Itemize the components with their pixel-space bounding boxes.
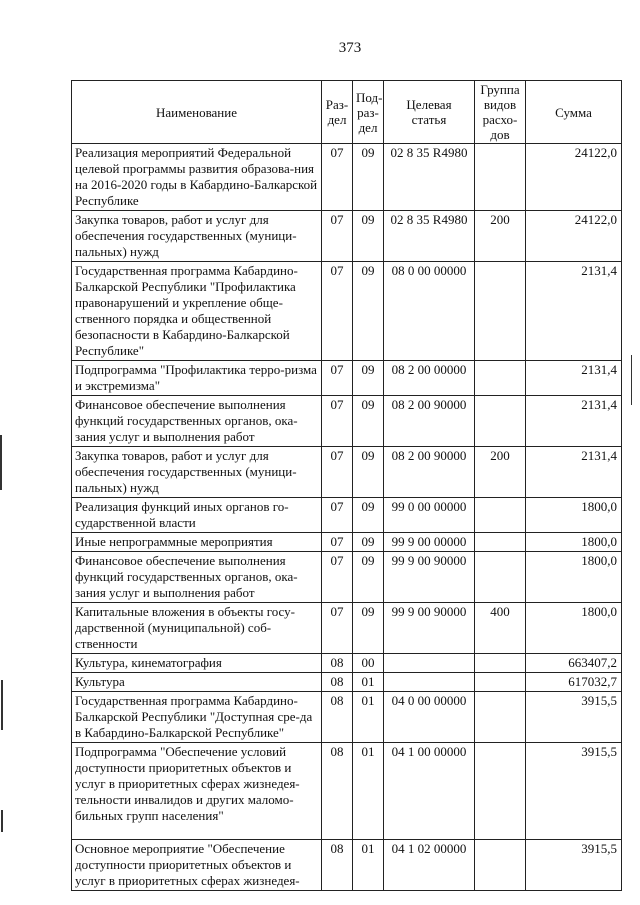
row-sum: 2131,4	[526, 447, 622, 498]
row-razdel: 07	[322, 552, 353, 603]
row-article: 99 9 00 90000	[384, 603, 475, 654]
row-name: Реализация функций иных органов го-сударственной власти	[72, 498, 322, 533]
row-razdel: 07	[322, 262, 353, 361]
row-group	[475, 692, 526, 743]
row-podrazdel: 09	[353, 262, 384, 361]
row-article: 08 2 00 90000	[384, 396, 475, 447]
row-group	[475, 743, 526, 840]
row-sum: 24122,0	[526, 144, 622, 211]
scan-edge-mark	[631, 355, 632, 405]
row-razdel: 07	[322, 361, 353, 396]
row-sum: 1800,0	[526, 498, 622, 533]
row-name: Финансовое обеспечение выполнения функций государственных органов, ока-зания услуг и выполнения работ	[72, 552, 322, 603]
row-group	[475, 533, 526, 552]
row-podrazdel: 09	[353, 498, 384, 533]
row-name: Закупка товаров, работ и услуг для обеспечения государственных (муници-пальных) нужд	[72, 211, 322, 262]
row-group	[475, 144, 526, 211]
row-sum: 617032,7	[526, 673, 622, 692]
row-razdel: 07	[322, 211, 353, 262]
header-article: Целевая статья	[384, 81, 475, 144]
header-name: Наименование	[72, 81, 322, 144]
row-sum: 2131,4	[526, 361, 622, 396]
row-podrazdel: 09	[353, 603, 384, 654]
row-name: Иные непрограммные мероприятия	[72, 533, 322, 552]
row-razdel: 07	[322, 533, 353, 552]
row-group: 200	[475, 211, 526, 262]
row-group	[475, 552, 526, 603]
row-article: 99 9 00 00000	[384, 533, 475, 552]
row-sum: 2131,4	[526, 262, 622, 361]
row-article	[384, 654, 475, 673]
row-podrazdel: 09	[353, 447, 384, 498]
header-podrazdel: Под- раз- дел	[353, 81, 384, 144]
table-header-row	[72, 81, 622, 144]
table-row	[72, 552, 622, 603]
budget-table	[71, 80, 622, 891]
row-podrazdel: 09	[353, 396, 384, 447]
table-row	[72, 743, 622, 840]
row-name: Основное мероприятие "Обеспечение доступности приоритетных объектов и услуг в приоритетных сферах жизнедея-	[72, 840, 322, 891]
scan-edge-mark	[1, 680, 3, 730]
row-razdel: 08	[322, 840, 353, 891]
row-name: Подпрограмма "Обеспечение условий доступности приоритетных объектов и услуг в приоритетных сферах жизнедея-тельности инвалидов и других маломо-бильных групп населения"	[72, 743, 322, 840]
row-razdel: 08	[322, 743, 353, 840]
row-razdel: 08	[322, 654, 353, 673]
table-row	[72, 654, 622, 673]
row-podrazdel: 01	[353, 840, 384, 891]
row-podrazdel: 09	[353, 552, 384, 603]
row-name: Культура	[72, 673, 322, 692]
table-row	[72, 144, 622, 211]
row-podrazdel: 01	[353, 692, 384, 743]
row-article: 02 8 35 R4980	[384, 211, 475, 262]
row-sum: 3915,5	[526, 840, 622, 891]
scan-edge-mark	[1, 810, 3, 832]
row-group	[475, 361, 526, 396]
row-razdel: 07	[322, 447, 353, 498]
row-group: 400	[475, 603, 526, 654]
row-sum: 2131,4	[526, 396, 622, 447]
table-row	[72, 262, 622, 361]
header-sum: Сумма	[526, 81, 622, 144]
row-sum: 663407,2	[526, 654, 622, 673]
row-name: Капитальные вложения в объекты госу-дарственной (муниципальной) соб-ственности	[72, 603, 322, 654]
table-row	[72, 447, 622, 498]
row-group	[475, 654, 526, 673]
row-podrazdel: 09	[353, 533, 384, 552]
table-row	[72, 692, 622, 743]
row-group	[475, 498, 526, 533]
row-sum: 24122,0	[526, 211, 622, 262]
row-article	[384, 673, 475, 692]
table-row	[72, 603, 622, 654]
table-row	[72, 533, 622, 552]
row-podrazdel: 09	[353, 211, 384, 262]
table-row	[72, 361, 622, 396]
row-name: Государственная программа Кабардино-Балкарской Республики "Профилактика правонарушений и укрепление обще-ственного порядка и общественной безопасности в Кабардино-Балкарской Республике"	[72, 262, 322, 361]
row-podrazdel: 00	[353, 654, 384, 673]
row-sum: 1800,0	[526, 603, 622, 654]
row-group	[475, 262, 526, 361]
row-name: Реализация мероприятий Федеральной целевой программы развития образова-ния на 2016-2020 годы в Кабардино-Балкарской Республике	[72, 144, 322, 211]
row-article: 04 0 00 00000	[384, 692, 475, 743]
row-podrazdel: 09	[353, 361, 384, 396]
row-article: 08 2 00 00000	[384, 361, 475, 396]
table-row	[72, 211, 622, 262]
row-article: 99 9 00 90000	[384, 552, 475, 603]
row-razdel: 07	[322, 498, 353, 533]
page-number: 373	[338, 40, 362, 56]
row-name: Культура, кинематография	[72, 654, 322, 673]
table-row	[72, 498, 622, 533]
row-group	[475, 396, 526, 447]
table-row	[72, 673, 622, 692]
row-razdel: 08	[322, 673, 353, 692]
row-name: Подпрограмма "Профилактика терро-ризма и экстремизма"	[72, 361, 322, 396]
row-article: 04 1 02 00000	[384, 840, 475, 891]
row-sum: 1800,0	[526, 533, 622, 552]
row-razdel: 07	[322, 144, 353, 211]
header-razdel: Раз- дел	[322, 81, 353, 144]
row-razdel: 07	[322, 603, 353, 654]
row-name: Государственная программа Кабардино-Балкарской Республики "Доступная сре-да в Кабардино-Балкарской Республике"	[72, 692, 322, 743]
row-sum: 1800,0	[526, 552, 622, 603]
scan-edge-mark	[0, 435, 2, 490]
row-article: 04 1 00 00000	[384, 743, 475, 840]
row-podrazdel: 01	[353, 743, 384, 840]
row-razdel: 08	[322, 692, 353, 743]
table-row	[72, 840, 622, 891]
row-article: 02 8 35 R4980	[384, 144, 475, 211]
row-sum: 3915,5	[526, 692, 622, 743]
row-group	[475, 673, 526, 692]
table-row	[72, 396, 622, 447]
row-name: Финансовое обеспечение выполнения функций государственных органов, ока-зания услуг и выполнения работ	[72, 396, 322, 447]
row-group	[475, 840, 526, 891]
row-podrazdel: 09	[353, 144, 384, 211]
row-article: 99 0 00 00000	[384, 498, 475, 533]
row-article: 08 2 00 90000	[384, 447, 475, 498]
row-name: Закупка товаров, работ и услуг для обеспечения государственных (муници-пальных) нужд	[72, 447, 322, 498]
row-razdel: 07	[322, 396, 353, 447]
row-sum: 3915,5	[526, 743, 622, 840]
row-group: 200	[475, 447, 526, 498]
row-article: 08 0 00 00000	[384, 262, 475, 361]
row-podrazdel: 01	[353, 673, 384, 692]
header-group: Группа видов расхо- дов	[475, 81, 526, 144]
